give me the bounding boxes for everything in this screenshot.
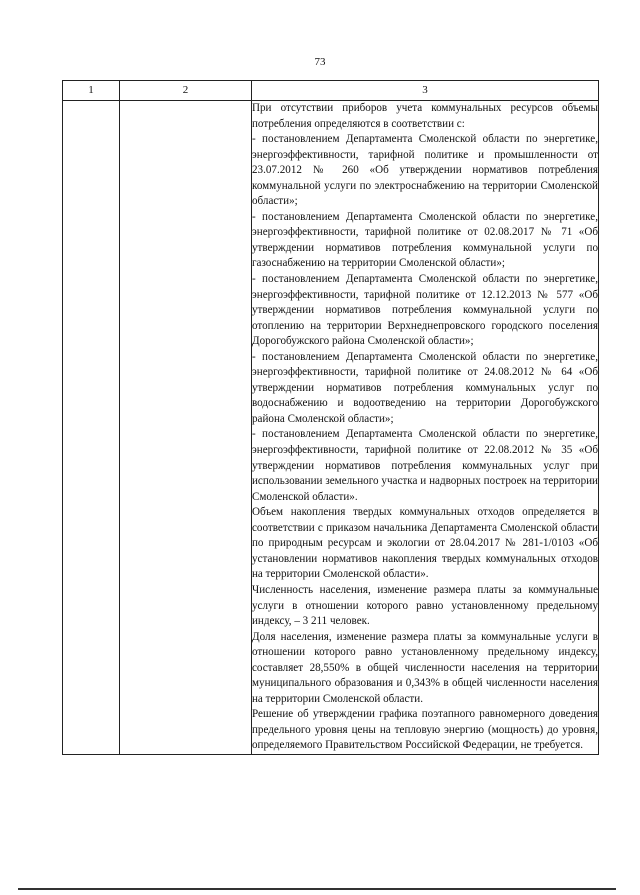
column-header-1: 1 [63,81,120,101]
paragraph-heating-resolution: - постановлением Департамента Смоленской области по энергетике, энергоэффективности, тарифной политике от 12.12.2013 № 577 «Об утверждении нормативов потребления коммунальной услуги по отоплению на территории Верхнеднепровского городского поселения Дорогобужского района Смоленской области»; [252,273,598,348]
page-number: 73 [314,56,326,68]
paragraph-waste-volume: Объем накопления твердых коммунальных отходов определяется в соответствии с приказом начальника Департамента Смоленской области по природным ресурсам и экологии от 28.04.2017 № 281-1/0103 «Об установлении нормативов накопления твердых коммунальных отходов на территории Смоленской области». [252,506,598,581]
paragraph-heat-price-schedule: Решение об утверждении графика поэтапного равномерного доведения предельного уровня цены на тепловую энергию (мощность) до уровня, определяемого Правительством Российской Федерации, не требуется. [252,708,598,752]
paragraph-population-count: Численность населения, изменение размера платы за коммунальные услуги в отношении которого равно установленному предельному индексу, – 3 211 человек. [252,583,598,628]
column-3-cell [252,101,599,755]
table-header-row [63,81,599,101]
column-2-cell [120,101,252,755]
document-table [62,80,599,755]
column-header-3: 3 [252,81,599,101]
table-row [63,101,599,755]
column-header-2: 2 [120,81,252,101]
paragraph-electricity-resolution: - постановлением Департамента Смоленской области по энергетике, энергоэффективности, тарифной политике и промышленности от 23.07.2012 № 260 «Об утверждении нормативов потребления коммунальной услуги по электроснабжению на территории Смоленской области»; [252,133,598,208]
paragraph-water-resolution: - постановлением Департамента Смоленской области по энергетике, энергоэффективности, тарифной политике от 24.08.2012 № 64 «Об утверждении нормативов потребления коммунальных услуг по водоснабжению и водоотведению на территории Дорогобужского района Смоленской области»; [252,350,598,425]
paragraph-metering-intro: При отсутствии приборов учета коммунальных ресурсов объемы потребления определяются в соответствии с: [252,102,598,130]
column-1-cell [63,101,120,755]
paragraph-population-share: Доля населения, изменение размера платы за коммунальные услуги в отношении которого равно установленному предельному индексу, составляет 28,550% в общей численности населения на территории муниципального образования и 0,343% в общей численности населения на территории Смоленской области. [252,630,598,705]
bottom-border-line [18,888,616,890]
paragraph-land-plot-resolution: - постановлением Департамента Смоленской области по энергетике, энергоэффективности, тарифной политике от 22.08.2012 № 35 «Об утверждении нормативов потребления коммунальных услуг при использовании земельного участка и надворных построек на территории Смоленской области». [252,428,598,503]
paragraph-gas-resolution: - постановлением Департамента Смоленской области по энергетике, энергоэффективности, тарифной политике от 02.08.2017 № 71 «Об утверждении нормативов потребления коммунальной услуги по газоснабжению на территории Смоленской области»; [252,210,598,270]
